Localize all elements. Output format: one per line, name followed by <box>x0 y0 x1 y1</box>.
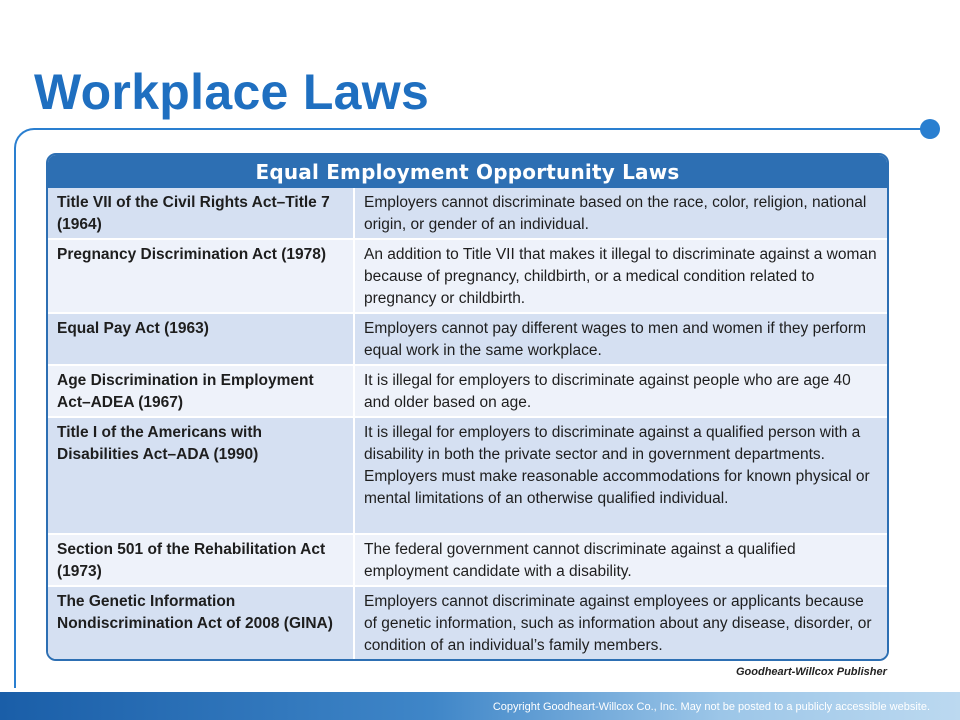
eeo-laws-table <box>46 153 889 661</box>
law-description-cell: Employers cannot discriminate based on the race, color, religion, national origin, or gender of an individual. <box>364 194 867 233</box>
law-name-cell: Age Discrimination in Employment Act–ADEA (1967) <box>48 366 355 416</box>
table-row <box>48 240 887 314</box>
table-row <box>48 418 887 535</box>
law-description-cell: It is illegal for employers to discriminate against a qualified person with a disability in both the private sector and in government departments. Employers must make reasonable accommodations for known physical or mental limitations of an otherwise qualified individual. <box>364 424 870 507</box>
law-name-cell: Pregnancy Discrimination Act (1978) <box>48 240 355 312</box>
table-header: Equal Employment Opportunity Laws <box>48 155 887 188</box>
law-description-cell: An addition to Title VII that makes it illegal to discriminate against a woman because of pregnancy, childbirth, or a medical condition related to pregnancy or childbirth. <box>364 246 877 307</box>
law-description-cell: The federal government cannot discriminate against a qualified employment candidate with a disability. <box>364 541 796 580</box>
table-row <box>48 587 887 661</box>
table-row <box>48 535 887 587</box>
table-row <box>48 366 887 418</box>
law-name-cell: Section 501 of the Rehabilitation Act (1973) <box>48 535 355 585</box>
law-name-cell: Title VII of the Civil Rights Act–Title 7 (1964) <box>48 188 355 238</box>
table-row <box>48 314 887 366</box>
slide-title: Workplace Laws <box>34 64 430 120</box>
decorative-dot <box>920 119 940 139</box>
table-row <box>48 188 887 240</box>
publisher-credit: Goodheart-Willcox Publisher <box>736 666 887 678</box>
copyright-notice: Copyright Goodheart-Willcox Co., Inc. May not be posted to a publicly accessible website. <box>492 701 930 713</box>
law-description-cell: Employers cannot pay different wages to men and women if they perform equal work in the same workplace. <box>364 320 867 359</box>
law-name-cell: Title I of the Americans with Disabilities Act–ADA (1990) <box>48 418 355 533</box>
law-name-cell: The Genetic Information Nondiscrimination Act of 2008 (GINA) <box>48 587 355 661</box>
law-name-cell: Equal Pay Act (1963) <box>48 314 355 364</box>
law-description-cell: Employers cannot discriminate against employees or applicants because of genetic information, such as information about any disease, disorder, or condition of an individual’s family members. <box>364 593 872 654</box>
law-description-cell: It is illegal for employers to discriminate against people who are age 40 and older based on age. <box>364 372 851 411</box>
